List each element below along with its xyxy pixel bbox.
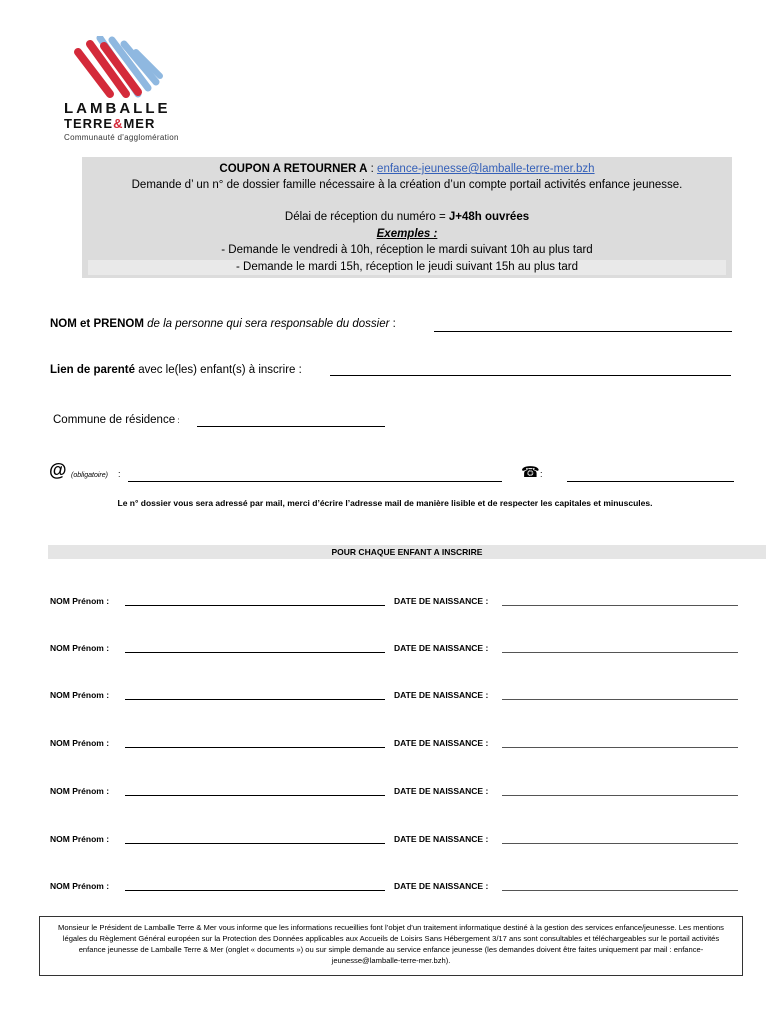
- child-dob-field[interactable]: [502, 652, 738, 653]
- coupon-example-1: - Demande le vendredi à 10h, réception le mardi suivant 10h au plus tard: [221, 244, 593, 256]
- child-dob-field[interactable]: [502, 747, 738, 748]
- child-dob-label: DATE DE NAISSANCE :: [394, 690, 489, 700]
- child-name-field[interactable]: [125, 652, 385, 653]
- child-name-field[interactable]: [125, 890, 385, 891]
- email-field[interactable]: [128, 481, 502, 482]
- child-dob-field[interactable]: [502, 843, 738, 844]
- logo-name: LAMBALLE: [64, 100, 171, 117]
- coupon-delay: Délai de réception du numéro = J+48h ouvrées: [284, 211, 530, 223]
- children-section-title: POUR CHAQUE ENFANT A INSCRIRE: [48, 545, 766, 559]
- phone-colon: :: [540, 469, 543, 479]
- coupon-email-link[interactable]: enfance-jeunesse@lamballe-terre-mer.bzh: [377, 163, 595, 175]
- logo-tagline: Communauté d'agglomération: [64, 133, 179, 142]
- commune-label: Commune de résidence :: [53, 414, 180, 426]
- responsible-name-label: NOM et PRENOM de la personne qui sera responsable du dossier :: [50, 318, 396, 330]
- mandatory-label: (obligatoire): [71, 472, 108, 479]
- child-dob-field[interactable]: [502, 795, 738, 796]
- child-name-label: NOM Prénom :: [50, 881, 110, 891]
- email-colon: :: [118, 469, 121, 479]
- child-dob-label: DATE DE NAISSANCE :: [394, 786, 489, 796]
- child-dob-label: DATE DE NAISSANCE :: [394, 834, 489, 844]
- child-dob-field[interactable]: [502, 699, 738, 700]
- coupon-title-line: COUPON A RETOURNER A : enfance-jeunesse@lamballe-terre-mer.bzh: [219, 163, 595, 175]
- child-dob-label: DATE DE NAISSANCE :: [394, 643, 489, 653]
- phone-icon: ☎: [521, 464, 540, 481]
- relation-field[interactable]: [330, 375, 731, 376]
- coupon-example-2: - Demande le mardi 15h, réception le jeudi suivant 15h au plus tard: [235, 261, 578, 273]
- child-dob-field[interactable]: [502, 890, 738, 891]
- coupon-title: COUPON A RETOURNER A: [219, 163, 368, 175]
- child-name-field[interactable]: [125, 795, 385, 796]
- child-name-label: NOM Prénom :: [50, 690, 110, 700]
- commune-field[interactable]: [197, 426, 385, 427]
- relation-label: Lien de parenté avec le(les) enfant(s) à inscrire :: [50, 364, 302, 376]
- child-name-field[interactable]: [125, 747, 385, 748]
- child-name-field[interactable]: [125, 699, 385, 700]
- child-dob-label: DATE DE NAISSANCE :: [394, 738, 489, 748]
- child-name-label: NOM Prénom :: [50, 643, 110, 653]
- dossier-note: Le n° dossier vous sera adressé par mail, merci d’écrire l’adresse mail de manière lisible et de respecter les capitales et minuscules.: [117, 498, 653, 508]
- child-name-label: NOM Prénom :: [50, 786, 110, 796]
- responsible-name-field[interactable]: [434, 331, 732, 332]
- child-name-field[interactable]: [125, 843, 385, 844]
- logo-sub: TERRE&MER: [64, 116, 156, 131]
- child-name-label: NOM Prénom :: [50, 834, 110, 844]
- coupon-examples-heading: Exemples :: [376, 228, 438, 240]
- coupon-description: Demande d’ un n° de dossier famille nécessaire à la création d’un compte portail activités enfance jeunesse.: [131, 179, 683, 191]
- child-dob-label: DATE DE NAISSANCE :: [394, 881, 489, 891]
- gdpr-notice: Monsieur le Président de Lamballe Terre & Mer vous informe que les informations recueillies font l’objet d’un traitement informatique destiné à la gestion des services enfance/jeunesse. Les mentions légales du Règlement Général européen sur la Protection des Données applicables aux Accueils de Loisirs Sans Hébergement 3/17 ans sont consultables et téléchargeables sur le portail activités enfance jeunesse de Lamballe Terre & Mer (onglet « documents ») ou sur simple demande au service enfance jeunesse (les demandes doivent être faites uniquement par mail : enfance-jeunesse@lamballe-terre-mer.bzh).: [39, 916, 743, 976]
- coupon-box: [82, 157, 732, 278]
- child-name-label: NOM Prénom :: [50, 738, 110, 748]
- phone-field[interactable]: [567, 481, 734, 482]
- child-dob-field[interactable]: [502, 605, 738, 606]
- at-icon: @: [49, 460, 67, 480]
- child-name-field[interactable]: [125, 605, 385, 606]
- child-name-label: NOM Prénom :: [50, 596, 110, 606]
- child-dob-label: DATE DE NAISSANCE :: [394, 596, 489, 606]
